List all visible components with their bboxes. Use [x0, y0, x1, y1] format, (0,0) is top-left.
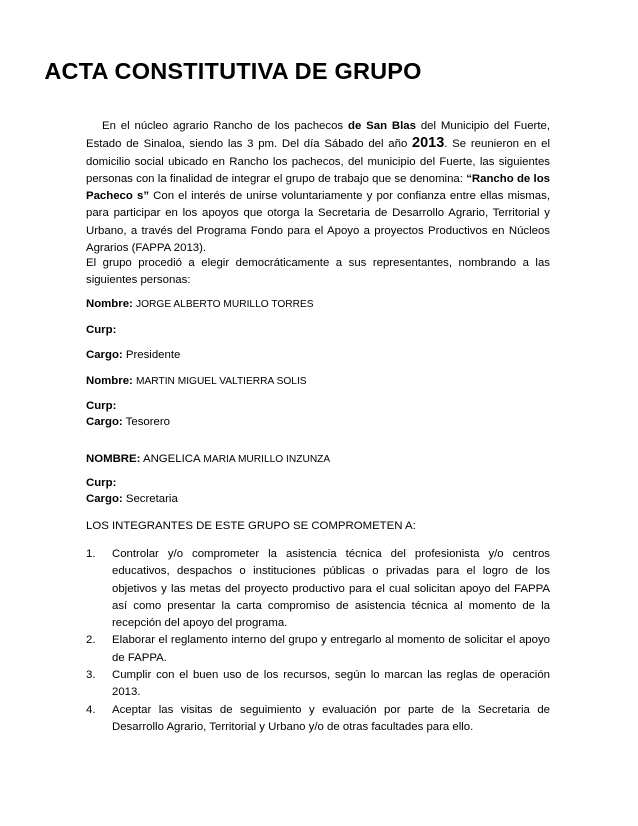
member-1-curp	[86, 322, 550, 339]
intro-text-2: del Municipio del Fuerte, Estado de Sinaloa, siendo las 3 pm. Del día Sábado del año	[86, 120, 551, 151]
intro-text-3: . Se reunieron en el domicilio social ubicado en Rancho los pachecos, del municipio del Fuerte, las siguientes personas con la finalidad de integrar el grupo de trabajo que se denomina:	[86, 138, 550, 185]
cargo-label: Cargo:	[86, 416, 123, 428]
curp-label: Curp:	[86, 324, 117, 336]
curp-label: Curp:	[86, 477, 117, 489]
group-name: “Rancho de los Pacheco s”	[86, 172, 550, 203]
commitment-number: 2.	[86, 634, 96, 647]
document-title: ACTA CONSTITUTIVA DE GRUPO	[44, 58, 422, 84]
commitment-text: Elaborar el reglamento interno del grupo y entregarlo al momento de solicitar el apoyo de FAPPA.	[112, 634, 550, 664]
intro-text-1: En el núcleo agrario Rancho de los pachecos	[102, 120, 348, 132]
commitment-number: 4.	[86, 703, 96, 716]
commitment-text: Controlar y/o comprometer la asistencia técnica del profesionista y/o centros educativos, despachos o instituciones públicas o privadas para el logro de los objetivos y las metas del proyecto productivo para el cual solicitan apoyo del FAPPA así como presentar la carta compromiso de asistencia técnica al momento de la recepción del apoyo del programa.	[112, 548, 550, 630]
member-name: MARTIN MIGUEL VALTIERRA SOLIS	[136, 376, 307, 387]
commitment-text: Cumplir con el buen uso de los recursos, según lo marcan las reglas de operación 2013.	[112, 669, 550, 699]
cargo-label: Cargo:	[86, 349, 123, 361]
member-name: JORGE ALBERTO MURILLO TORRES	[136, 299, 314, 310]
commitment-number: 1.	[86, 548, 96, 560]
nombre-label: Nombre:	[86, 298, 133, 310]
intro-year: 2013	[412, 135, 445, 152]
member-cargo: Presidente	[125, 349, 181, 361]
commitment-number: 3.	[86, 669, 96, 682]
cargo-label: Cargo:	[86, 493, 123, 505]
intro-text-4: Con el interés de unirse voluntariamente y por confianza entre ellas mismas, para participar en los apoyos que otorga la Secretaria de Desarrollo Agrario, Territorial y Urbano, a través del Programa Fondo para el Apoyo a proyectos Productivos en Núcleos Agrarios (FAPPA 2013).	[86, 190, 550, 255]
nombre-label: Nombre:	[86, 375, 133, 387]
commitment-item	[86, 702, 550, 737]
commitment-item	[86, 632, 550, 667]
member-3-curp	[86, 475, 550, 492]
member-cargo: Secretaria	[125, 493, 178, 505]
member-3-cargo	[86, 491, 550, 508]
commitments-list	[86, 546, 550, 736]
member-3-name	[86, 451, 550, 468]
member-cargo: Tesorero	[125, 416, 170, 428]
commitments-header: LOS INTEGRANTES DE ESTE GRUPO SE COMPROMETEN A:	[86, 520, 416, 532]
member-1-name	[86, 296, 550, 313]
election-paragraph: El grupo procedió a elegir democráticamente a sus representantes, nombrando a las siguientes personas:	[86, 257, 550, 287]
member-2-curp	[86, 398, 550, 415]
member-name-rest: MARIA MURILLO INZUNZA	[200, 454, 331, 465]
member-2-name	[86, 373, 550, 390]
member-1-cargo	[86, 347, 550, 364]
member-2-cargo	[86, 414, 550, 431]
curp-label: Curp:	[86, 400, 117, 412]
intro-paragraph	[86, 118, 550, 257]
commitment-text: Aceptar las visitas de seguimiento y evaluación por parte de la Secretaria de Desarrollo Agrario, Territorial y Urbano y/o de otras facultades para ello.	[112, 703, 550, 733]
intro-place: de San Blas	[347, 120, 416, 132]
commitment-item	[86, 667, 550, 702]
commitment-item	[86, 546, 550, 632]
nombre-label: NOMBRE:	[86, 453, 141, 465]
member-name-first: ANGELICA	[142, 453, 201, 465]
